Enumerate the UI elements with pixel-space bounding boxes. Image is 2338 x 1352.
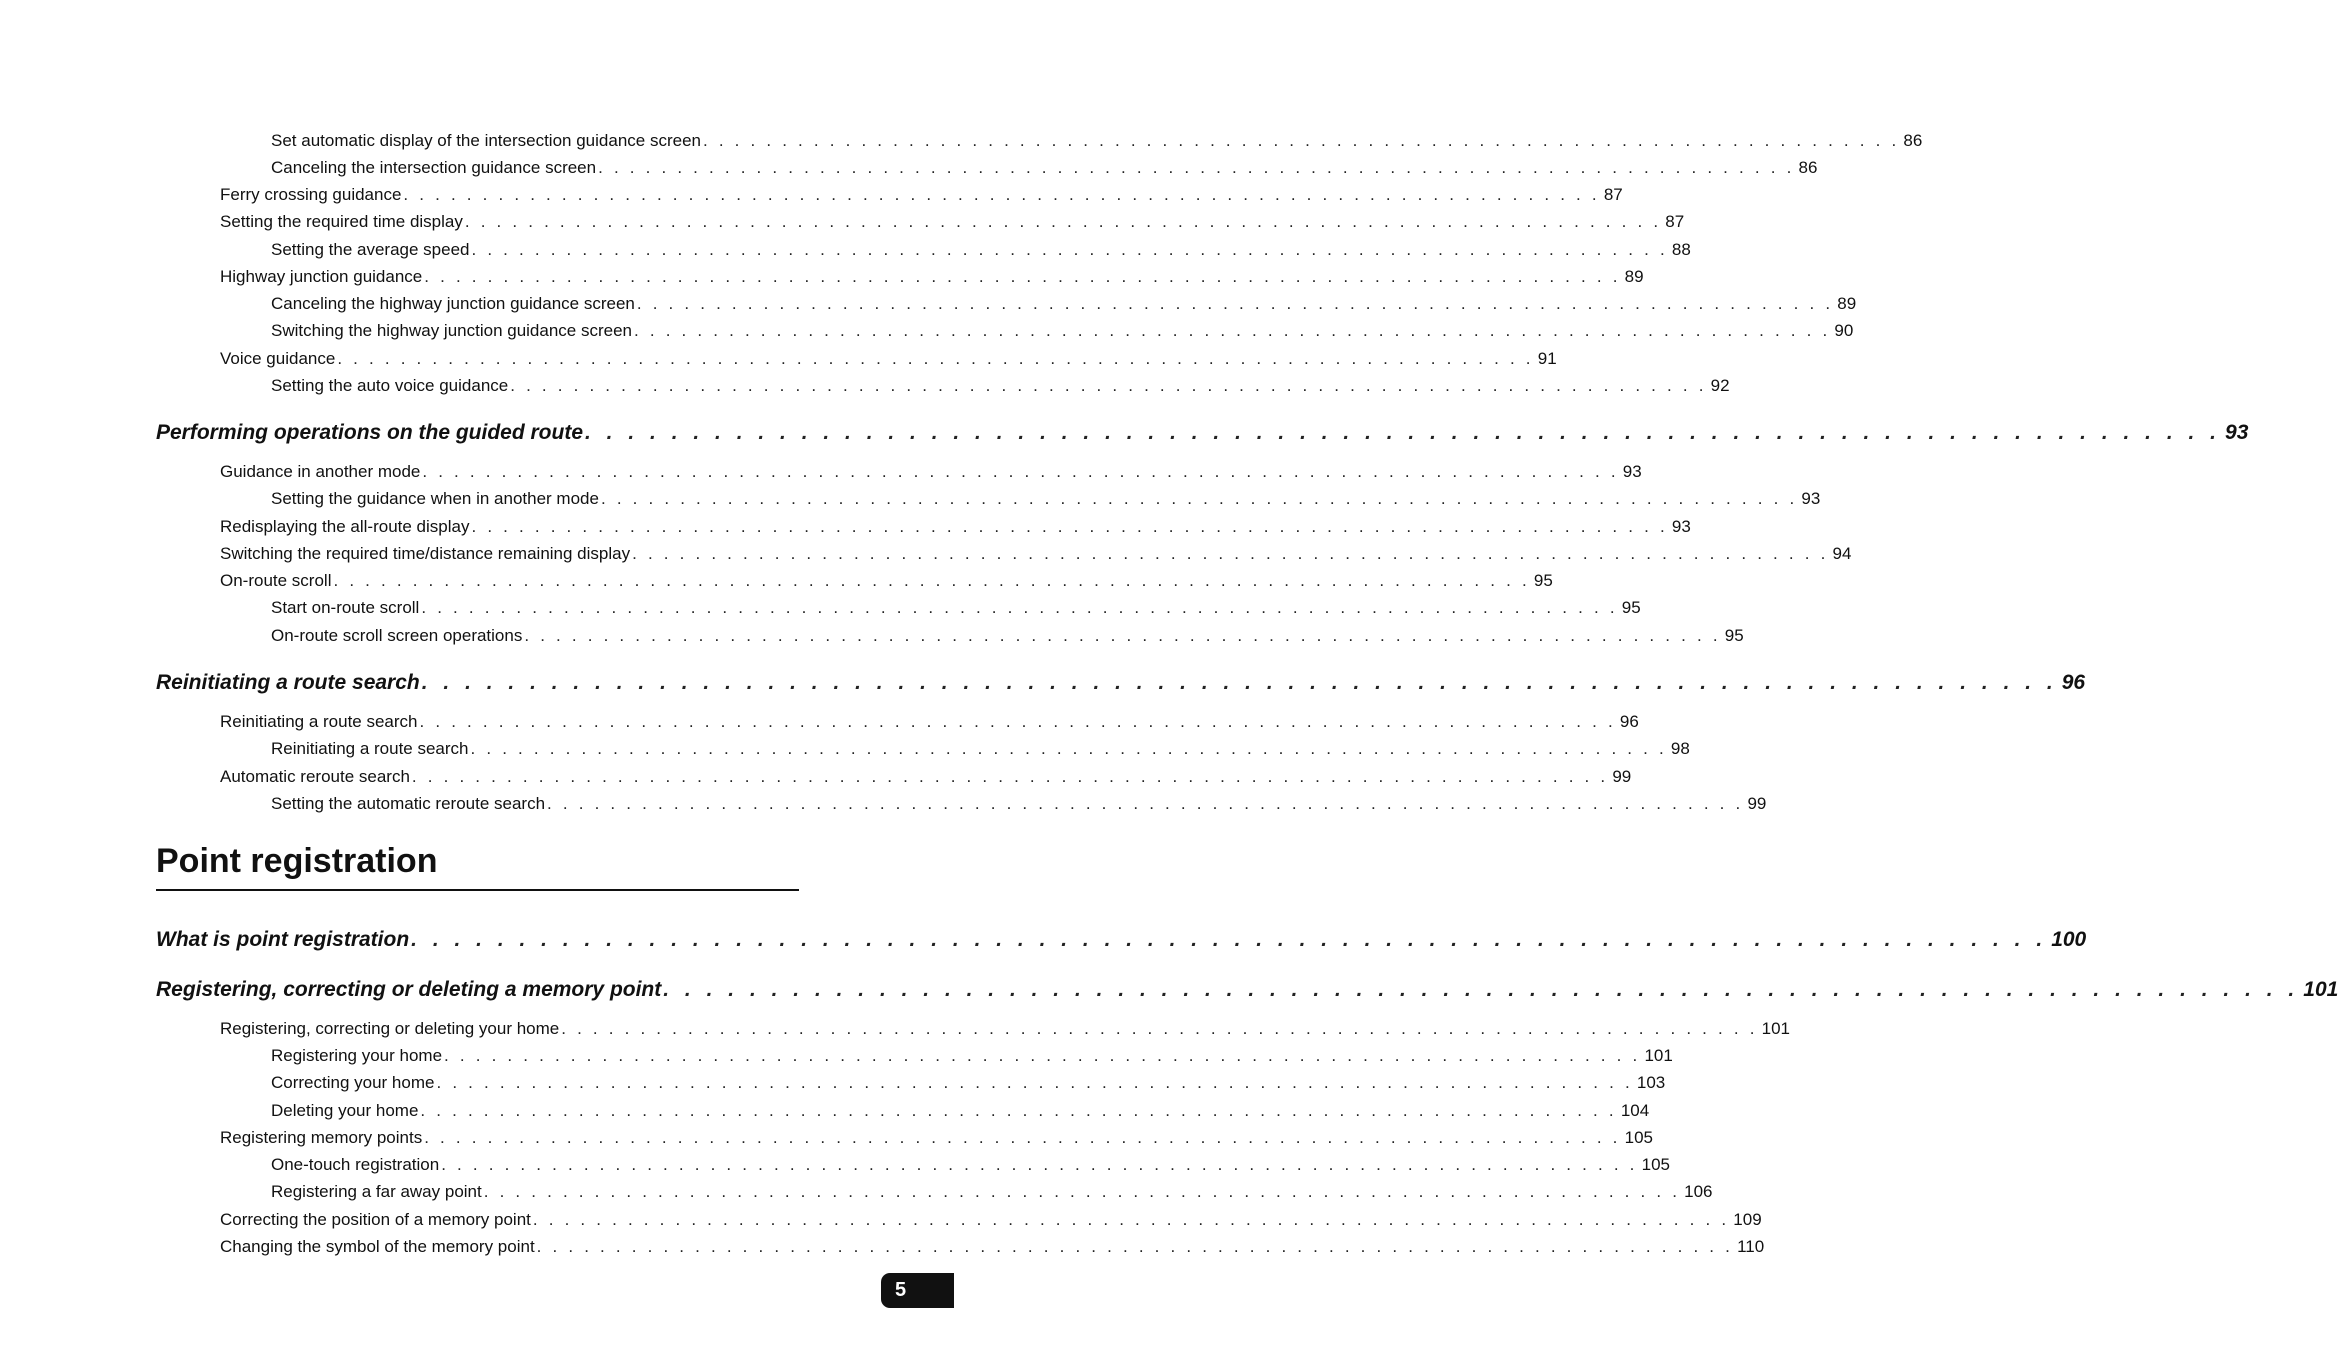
toc-entry: [220, 1237, 1765, 1259]
toc-entry: [271, 794, 1767, 816]
toc-entry-page: 103: [1636, 1073, 1666, 1092]
toc-entry-page: 101: [2303, 978, 2338, 1001]
toc-entry-title: Setting the auto voice guidance: [271, 376, 509, 395]
toc-entry-page: 93: [1671, 517, 1691, 536]
toc-entry-title: Reinitiating a route search: [156, 671, 420, 694]
dot-leader: . . . . . . . . . . . . . . . . . . . . . . . . . . . . . . . . . . . . . . . . . . . . . . . . . . . . . . . . . . . . . . . . . . . . . . . . . . . .: [420, 1101, 1617, 1120]
toc-entry-page: 95: [1724, 626, 1744, 645]
toc-entry-page: 101: [1644, 1046, 1673, 1065]
toc-entry: [220, 712, 1639, 734]
dot-leader: . . . . . . . . . . . . . . . . . . . . . . . . . . . . . . . . . . . . . . . . . . . . . . . . . . . . . . . . . . . . . . . . . . . . . . . . . . . .: [403, 185, 1600, 204]
toc-entry-title: Canceling the intersection guidance screen: [271, 158, 597, 177]
toc-entry-page: 110: [1737, 1237, 1765, 1256]
toc-entry-title: Registering, correcting or deleting a memory point: [156, 978, 662, 1001]
toc-entry-title: Switching the highway junction guidance screen: [271, 321, 633, 340]
dot-leader: . . . . . . . . . . . . . . . . . . . . . . . . . . . . . . . . . . . . . . . . . . . . . . . . . . . . . . . . . . . . . . . . . . . . . . . . . . . .: [702, 131, 1900, 150]
toc-entry-title: Performing operations on the guided route: [156, 421, 584, 444]
toc-entry-page: 100: [2051, 928, 2087, 951]
dot-leader: . . . . . . . . . . . . . . . . . . . . . . . . . . . . . . . . . . . . . . . . . . . . . . . . . . . . . . . . . . . . . . . . . . . . . . . . . . . .: [561, 1019, 1758, 1038]
toc-entry: [271, 739, 1690, 761]
dot-leader: . . . . . . . . . . . . . . . . . . . . . . . . . . . . . . . . . . . . . . . . . . . . . . . . . . . . . . . . . . . . . . . . . . . . . . . . . . . .: [421, 598, 1618, 617]
toc-entry-title: Registering your home: [271, 1046, 443, 1065]
toc-entry-page: 101: [1761, 1019, 1791, 1038]
toc-entry-title: On-route scroll: [220, 571, 332, 590]
toc-entry-title: Redisplaying the all-route display: [220, 517, 470, 536]
dot-leader: . . . . . . . . . . . . . . . . . . . . . . . . . . . . . . . . . . . . . . . . . . . . . . . . . . . . . . . . . . . . . . . . . . . . . . . . . . . .: [636, 294, 1834, 313]
toc-entry: [271, 158, 1818, 180]
toc-entry: [220, 1019, 1791, 1041]
dot-leader: . . . . . . . . . . . . . . . . . . . . . . . . . . . . . . . . . . . . . . . . . . . . . . . . . . . . . . . . . . . . . . . . . . . . . . . . . . . .: [632, 544, 1829, 563]
toc-entry: [271, 1101, 1650, 1123]
toc-entry-title: Changing the symbol of the memory point: [220, 1237, 535, 1256]
toc-entry-title: Deleting your home: [271, 1101, 419, 1120]
dot-leader: . . . . . . . . . . . . . . . . . . . . . . . . . . . . . . . . . . . . . . . . . . . . . . . . . . . . . . . . . . . . . . . . . . . . . . . . . . . .: [471, 240, 1668, 259]
toc-entry-title: What is point registration: [156, 928, 410, 951]
toc-entry-title: Registering, correcting or deleting your home: [220, 1019, 560, 1038]
toc-entry-page: 86: [1903, 131, 1923, 150]
toc-entry-title: Highway junction guidance: [220, 267, 423, 286]
toc-entry: [271, 294, 1857, 316]
dot-leader: . . . . . . . . . . . . . . . . . . . . . . . . . . . . . . . . . . . . . . . . . . . . . . . . . . . . . . . . . . . . . . . . . . . . . . . . . . . .: [419, 712, 1616, 731]
toc-section-heading: [156, 928, 2087, 956]
dot-leader: . . . . . . . . . . . . . . . . . . . . . . . . . . . . . . . . . . . . . . . . . . . . . . . . . . . . . . . . . . . . . . . . . . . . . . . . . . . .: [464, 212, 1662, 231]
toc-entry: [271, 489, 1821, 511]
toc-entry: [271, 626, 1744, 648]
toc-entry-page: 106: [1684, 1182, 1713, 1201]
toc-entry-page: 96: [2061, 671, 2086, 694]
dot-leader: . . . . . . . . . . . . . . . . . . . . . . . . . . . . . . . . . . . . . . . . . . . . . . . . . . . . . . . . . . . . . . . . . . . . . . . . . . . .: [532, 1210, 1730, 1229]
toc-entry-page: 105: [1641, 1155, 1670, 1174]
toc-section-heading: [156, 421, 2249, 449]
toc-entry: [220, 1210, 1762, 1232]
toc-entry: [220, 349, 1557, 371]
toc-entry-title: Setting the required time display: [220, 212, 463, 231]
dot-leader: . . . . . . . . . . . . . . . . . . . . . . . . . . . . . . . . . . . . . . . . . . . . . . . . . . . . . . . . . . . . . . . . . . . . . . . . . . . .: [547, 794, 1744, 813]
toc-entry-page: 95: [1621, 598, 1641, 617]
dot-leader: . . . . . . . . . . . . . . . . . . . . . . . . . . . . . . . . . . . . . . . . . . . . . . . . . . . . . . . . . . . . . . . . . . . . . . . . . . . .: [444, 1046, 1641, 1065]
toc-entry: [220, 767, 1632, 789]
dot-leader: . . . . . . . . . . . . . . . . . . . . . . . . . . . . . . . . . . . . . . . . . . . . . . . . . . . . . . . . . . . . . . . . . . . . . . . . . . . .: [424, 267, 1621, 286]
toc-entry-page: 91: [1537, 349, 1557, 368]
toc-entry-title: Ferry crossing guidance: [220, 185, 402, 204]
dot-leader: . . . . . . . . . . . . . . . . . . . . . . . . . . . . . . . . . . . . . . . . . . . . . . . . . . . . . . . . . . . . . . . . . . . . . . . . . . . .: [436, 1073, 1633, 1092]
toc-entry-page: 109: [1733, 1210, 1762, 1229]
toc-entry-title: Guidance in another mode: [220, 462, 421, 481]
toc-entry: [271, 1046, 1673, 1068]
toc-entry-page: 98: [1670, 739, 1690, 758]
dot-leader: . . . . . . . . . . . . . . . . . . . . . . . . . . . . . . . . . . . . . . . . . . . . . . . . . . . . . . . . . . . . . . . . . . . . . . . . . . . .: [422, 462, 1619, 481]
dot-leader: . . . . . . . . . . . . . . . . . . . . . . . . . . . . . . . . . . . . . . . . . . . . . . . . . . . . . . . . . . . . . . . . . . . . . . . . . . . .: [471, 517, 1668, 536]
toc-entry-title: On-route scroll screen operations: [271, 626, 523, 645]
dot-leader: . . . . . . . . . . . . . . . . . . . . . . . . . . . . . . . . . . . . . . . . . . . . . . . . . . . . . . . . . . . . . . . . . . . . . . . . . . . .: [424, 1128, 1621, 1147]
dot-leader: . . . . . . . . . . . . . . . . . . . . . . . . . . . . . . . . . . . . . . . . . . . . . . . . . . . . . . . . . . . . . . . . . . . . . . . . . . . .: [524, 626, 1721, 645]
dot-leader: . . . . . . . . . . . . . . . . . . . . . . . . . . . . . . . . . . . . . . . . . . . . . . . . . . . . . . . . . . . . . . . . . . . . . . . . . . . .: [663, 978, 2300, 1001]
toc-entry: [271, 598, 1641, 620]
toc-entry-page: 99: [1612, 767, 1632, 786]
toc-entry-title: Correcting your home: [271, 1073, 435, 1092]
dot-leader: . . . . . . . . . . . . . . . . . . . . . . . . . . . . . . . . . . . . . . . . . . . . . . . . . . . . . . . . . . . . . . . . . . . . . . . . . . . .: [585, 421, 2222, 444]
toc-entry-title: Reinitiating a route search: [271, 739, 469, 758]
dot-leader: . . . . . . . . . . . . . . . . . . . . . . . . . . . . . . . . . . . . . . . . . . . . . . . . . . . . . . . . . . . . . . . . . . . . . . . . . . . .: [470, 739, 1667, 758]
toc-entry: [271, 240, 1691, 262]
toc-entry-title: Setting the average speed: [271, 240, 470, 259]
toc-entry-title: Start on-route scroll: [271, 598, 420, 617]
toc-entry-title: One-touch registration: [271, 1155, 440, 1174]
toc-entry: [220, 1128, 1653, 1150]
toc-entry: [220, 185, 1623, 207]
toc-entry-page: 105: [1624, 1128, 1653, 1147]
toc-entry: [220, 544, 1852, 566]
toc-entry-page: 92: [1710, 376, 1730, 395]
toc-entry-title: Canceling the highway junction guidance screen: [271, 294, 635, 313]
toc-entry: [271, 1182, 1713, 1204]
toc-entry-page: 88: [1671, 240, 1691, 259]
chapter-title: Point registration: [156, 842, 799, 891]
toc-entry-page: 95: [1533, 571, 1553, 590]
toc-section-heading: [156, 978, 2338, 1006]
dot-leader: . . . . . . . . . . . . . . . . . . . . . . . . . . . . . . . . . . . . . . . . . . . . . . . . . . . . . . . . . . . . . . . . . . . . . . . . . . . .: [634, 321, 1831, 340]
toc-entry-page: 94: [1832, 544, 1852, 563]
toc-entry-title: Automatic reroute search: [220, 767, 410, 786]
toc-entry: [220, 462, 1642, 484]
toc-entry-page: 90: [1834, 321, 1854, 340]
toc-entry-title: Correcting the position of a memory point: [220, 1210, 531, 1229]
toc-entry-page: 99: [1747, 794, 1767, 813]
toc-entry-title: Switching the required time/distance remaining display: [220, 544, 631, 563]
toc-entry: [271, 1073, 1666, 1095]
toc-entry-title: Setting the guidance when in another mode: [271, 489, 599, 508]
toc-entry: [271, 321, 1854, 343]
toc-entry: [271, 376, 1730, 398]
toc-entry-page: 96: [1619, 712, 1639, 731]
dot-leader: . . . . . . . . . . . . . . . . . . . . . . . . . . . . . . . . . . . . . . . . . . . . . . . . . . . . . . . . . . . . . . . . . . . . . . . . . . . .: [411, 928, 2048, 951]
toc-entry: [220, 517, 1691, 539]
dot-leader: . . . . . . . . . . . . . . . . . . . . . . . . . . . . . . . . . . . . . . . . . . . . . . . . . . . . . . . . . . . . . . . . . . . . . . . . . . . .: [598, 158, 1795, 177]
toc-entry-page: 93: [1622, 462, 1642, 481]
toc-entry: [271, 1155, 1670, 1177]
dot-leader: . . . . . . . . . . . . . . . . . . . . . . . . . . . . . . . . . . . . . . . . . . . . . . . . . . . . . . . . . . . . . . . . . . . . . . . . . . . .: [411, 767, 1609, 786]
toc-entry-title: Registering memory points: [220, 1128, 423, 1147]
dot-leader: . . . . . . . . . . . . . . . . . . . . . . . . . . . . . . . . . . . . . . . . . . . . . . . . . . . . . . . . . . . . . . . . . . . . . . . . . . . .: [536, 1237, 1734, 1256]
dot-leader: . . . . . . . . . . . . . . . . . . . . . . . . . . . . . . . . . . . . . . . . . . . . . . . . . . . . . . . . . . . . . . . . . . . . . . . . . . . .: [333, 571, 1530, 590]
toc-entry: [220, 212, 1685, 234]
toc-entry: [271, 131, 1923, 153]
page-number: 5: [895, 1279, 907, 1301]
toc-entry-page: 86: [1798, 158, 1818, 177]
dot-leader: . . . . . . . . . . . . . . . . . . . . . . . . . . . . . . . . . . . . . . . . . . . . . . . . . . . . . . . . . . . . . . . . . . . . . . . . . . . .: [510, 376, 1707, 395]
dot-leader: . . . . . . . . . . . . . . . . . . . . . . . . . . . . . . . . . . . . . . . . . . . . . . . . . . . . . . . . . . . . . . . . . . . . . . . . . . . .: [483, 1182, 1681, 1201]
toc-entry-page: 104: [1620, 1101, 1650, 1120]
toc-entry-page: 87: [1665, 212, 1685, 231]
page-number-tab: [881, 1273, 954, 1308]
toc-entry-title: Set automatic display of the intersection guidance screen: [271, 131, 701, 150]
toc-entry-title: Registering a far away point: [271, 1182, 482, 1201]
toc-entry-title: Voice guidance: [220, 349, 336, 368]
toc-entry-title: Setting the automatic reroute search: [271, 794, 546, 813]
dot-leader: . . . . . . . . . . . . . . . . . . . . . . . . . . . . . . . . . . . . . . . . . . . . . . . . . . . . . . . . . . . . . . . . . . . . . . . . . . . .: [441, 1155, 1638, 1174]
toc-entry: [220, 267, 1644, 289]
toc-entry-page: 89: [1624, 267, 1644, 286]
toc-entry-page: 89: [1837, 294, 1857, 313]
toc-section-heading: [156, 671, 2086, 699]
toc-entry-page: 93: [1801, 489, 1821, 508]
toc-entry: [220, 571, 1553, 593]
dot-leader: . . . . . . . . . . . . . . . . . . . . . . . . . . . . . . . . . . . . . . . . . . . . . . . . . . . . . . . . . . . . . . . . . . . . . . . . . . . .: [337, 349, 1534, 368]
dot-leader: . . . . . . . . . . . . . . . . . . . . . . . . . . . . . . . . . . . . . . . . . . . . . . . . . . . . . . . . . . . . . . . . . . . . . . . . . . . .: [600, 489, 1798, 508]
dot-leader: . . . . . . . . . . . . . . . . . . . . . . . . . . . . . . . . . . . . . . . . . . . . . . . . . . . . . . . . . . . . . . . . . . . . . . . . . . . .: [421, 671, 2058, 694]
toc-entry-title: Reinitiating a route search: [220, 712, 418, 731]
toc-entry-page: 93: [2225, 421, 2249, 444]
toc-entry-page: 87: [1603, 185, 1623, 204]
